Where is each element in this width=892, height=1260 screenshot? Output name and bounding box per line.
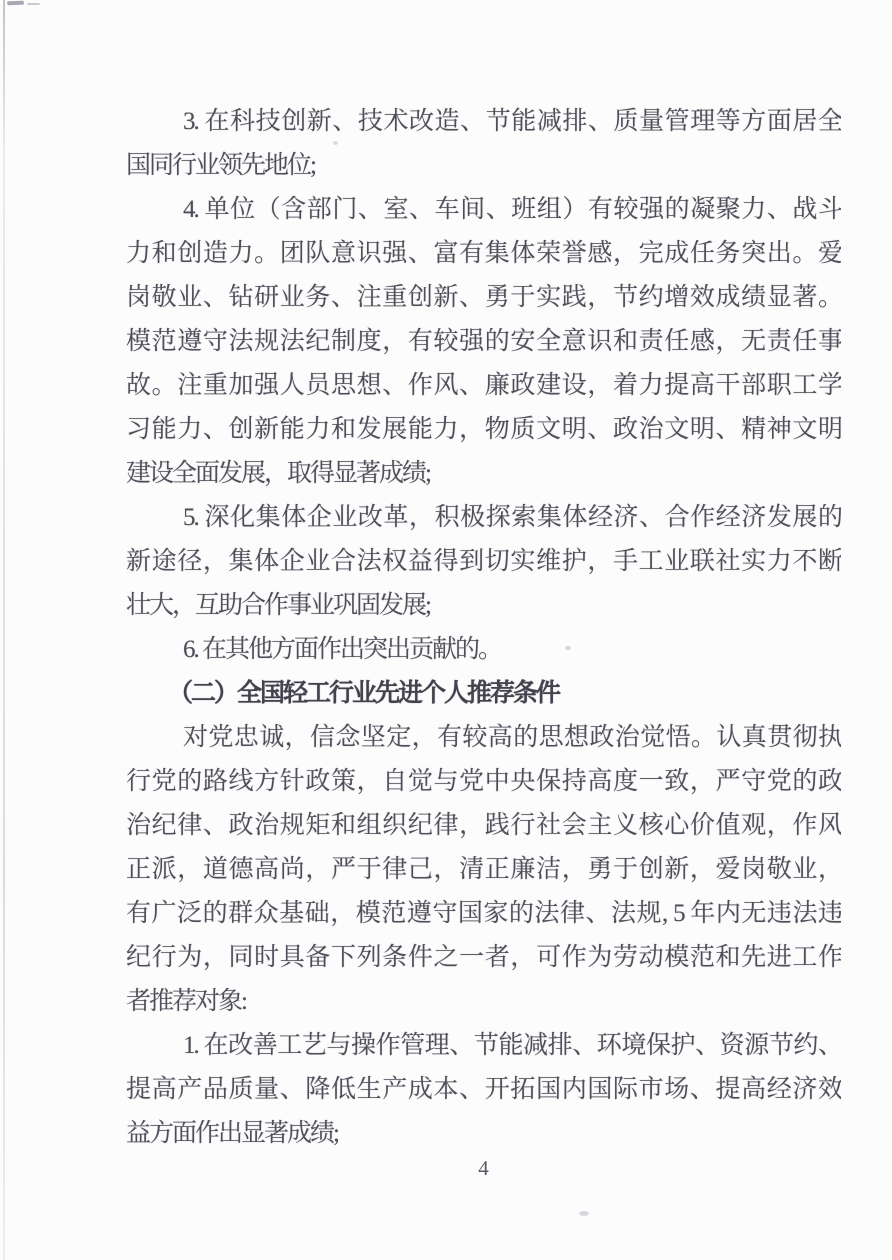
page-number: 4: [478, 1156, 489, 1180]
section-heading: （二）全国轻工行业先进个人推荐条件: [168, 680, 560, 707]
text-line: 治纪律、政治规矩和组织纪律，践行社会主义核心价值观，作风: [126, 812, 841, 839]
text-line: 习能力、创新能力和发展能力，物质文明、政治文明、精神文明: [126, 416, 841, 443]
text-line: 故。注重加强人员思想、作风、廉政建设，着力提高干部职工学: [126, 372, 841, 399]
text-line: 4. 单位（含部门、室、车间、班组）有较强的凝聚力、战斗: [183, 196, 841, 223]
text-line: 益方面作出显著成绩;: [126, 1120, 338, 1147]
scan-speck: [579, 1211, 589, 1216]
text-line: 1. 在改善工艺与操作管理、节能减排、环境保护、资源节约、: [183, 1032, 841, 1059]
text-line: 壮大，互助合作事业巩固发展;: [126, 592, 430, 619]
text-line: 国同行业领先地位;: [126, 152, 315, 179]
text-line: 有广泛的群众基础，模范遵守国家的法律、法规, 5 年内无违法违: [126, 900, 841, 927]
text-line: 岗敬业、钻研业务、注重创新、勇于实践，节约增效成绩显著。: [126, 284, 841, 311]
text-line: 对党忠诚，信念坚定，有较高的思想政治觉悟。认真贯彻执: [183, 724, 841, 751]
text-line: 建设全面发展，取得显著成绩;: [126, 460, 430, 487]
text-line: 5. 深化集体企业改革，积极探索集体经济、合作经济发展的: [183, 504, 841, 531]
scan-corner-mark: [7, 1, 24, 6]
text-line: 6. 在其他方面作出突出贡献的。: [183, 636, 502, 663]
text-line: 者推荐对象:: [126, 988, 246, 1015]
text-line: 力和创造力。团队意识强、富有集体荣誉感，完成任务突出。爱: [126, 240, 841, 267]
text-line: 纪行为，同时具备下列条件之一者，可作为劳动模范和先进工作: [126, 944, 841, 971]
document-body: [126, 100, 841, 1156]
scan-edge-line: [3, 0, 5, 1260]
text-line: 新途径，集体企业合法权益得到切实维护，手工业联社实力不断: [126, 548, 841, 575]
text-line: 正派，道德高尚，严于律己，清正廉洁，勇于创新，爱岗敬业，: [126, 856, 841, 883]
text-line: 提高产品质量、降低生产成本、开拓国内国际市场、提高经济效: [126, 1076, 841, 1103]
text-line: 模范遵守法规法纪制度，有较强的安全意识和责任感，无责任事: [126, 328, 841, 355]
scan-corner-mark: [27, 3, 40, 5]
text-line: 3. 在科技创新、技术改造、节能减排、质量管理等方面居全: [183, 108, 841, 135]
text-line: 行党的路线方针政策，自觉与党中央保持高度一致，严守党的政: [126, 768, 841, 795]
